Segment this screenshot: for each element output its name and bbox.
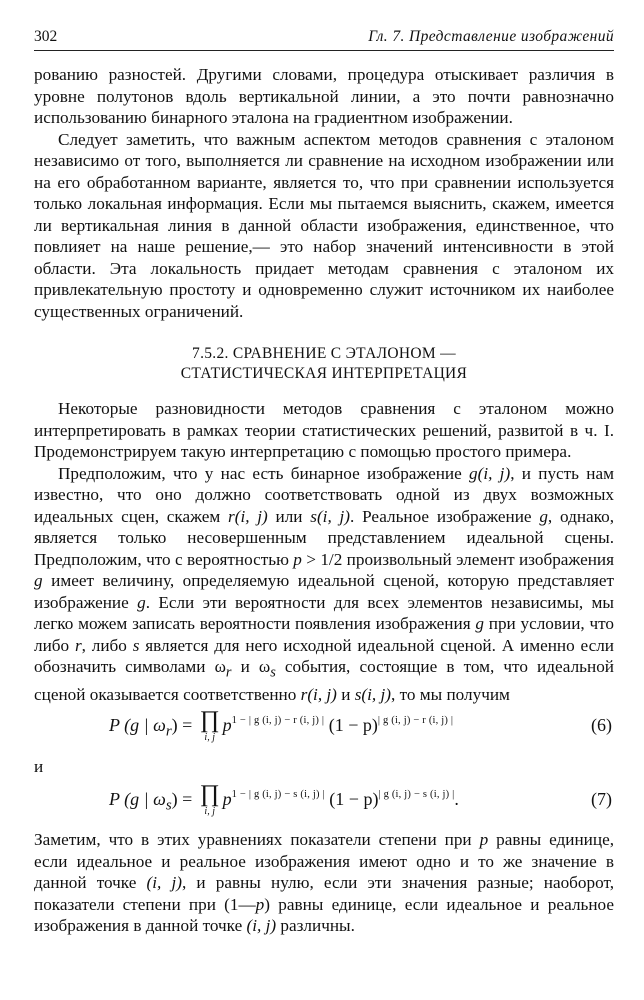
equation-7-body: P (g | $\omega_s$) = ∏ i, j $p^{1 - | g (i, j) - s (i, j) |}$ $(1 - p)^{| g (i, j) - s (i, j) |}$. xyxy=(109,781,459,818)
running-head: Гл. 7. Представление изображений xyxy=(368,28,614,45)
section-heading-line-2: СТАТИСТИЧЕСКАЯ ИНТЕРПРЕТАЦИЯ xyxy=(180,365,468,382)
conjunction: и xyxy=(34,757,44,777)
equation-7 xyxy=(34,779,614,829)
body-text xyxy=(34,64,614,937)
equation-6-body: P (g | $\omega_r$) = ∏ i, j $p^{1 - | g (i, j) - r (i, j) |}$ $(1 - p)^{| g (i, j) - r (i, j) |}$ xyxy=(109,707,454,744)
section-heading-line-1: 7.5.2. СРАВНЕНИЕ С ЭТАЛОНОМ — xyxy=(192,345,456,362)
page-header xyxy=(34,28,614,51)
section-heading xyxy=(34,344,614,384)
product-symbol: ∏ i, j xyxy=(199,781,220,818)
paragraph-4: Предположим, что у нас есть бинарное изображение g(i, j), и пусть нам известно, что оно должно соответствовать одной из двух возможных идеальных сцен, скажем r(i, j) или s(i, j). Реальное изображение g, однако, является только несовершенным представлением идеальной сцены. Предположим, что с вероятностью p > 1/2 произвольный элемент изображения g имеет величину, определяемую идеальной сценой, которую представляет изображение g. Если эти вероятности для всех элементов независимы, мы легко можем записать вероятности появления изображения g при условии, что либо r, либо s является для него исходной идеальной сценой. А именно если обозначить символами $\omega_r$ и $\omega_s$ события, состоящие в том, что идеальной сценой оказывается соответственно r(i, j) и s(i, j), то мы получим xyxy=(34,463,615,704)
product-symbol: ∏ i, j xyxy=(199,707,220,744)
paragraph-5: Заметим, что в этих уравнениях показатели степени при p равны единице, если идеальное и реальное изображения имеют одно и то же значение в данной точке (i, j), и равны нулю, если эти значения разные; наоборот, показатели степени при (1—p) равны единице, если идеальное и реальное изображения в данной точке (i, j) различны. xyxy=(34,830,614,936)
paragraph-1: рованию разностей. Другими словами, процедура отыскивает различия в уровне полутонов вдоль вертикальной линии, а это почти равнозначно использованию бинарного эталона на градиентном изображении. xyxy=(34,65,614,127)
equation-6 xyxy=(34,705,614,755)
paragraph-3: Некоторые разновидности методов сравнения с эталоном можно интерпретировать в рамках теории статистических решений, развитой в ч. I. Продемонстрируем такую интерпретацию с помощью простого примера. xyxy=(34,399,614,461)
page-number: 302 xyxy=(34,28,58,45)
paragraph-2: Следует заметить, что важным аспектом методов сравнения с эталоном независимо от того, выполняется ли сравнение на исходном изображении или на его обработанном варианте, является то, что при сравнении используется только локальная информация. Если мы пытаемся выяснить, скажем, имеется ли вертикальная линия в данной области изображения, единственное, что повлияет на наше решение,— это набор значений интенсивности в этой области. Эта локальность придает методам сравнения с эталоном их привлекательную простоту и одновременно служит источником их наиболее существенных ограничений. xyxy=(34,129,614,321)
equation-number: (6) xyxy=(591,715,612,736)
equation-number: (7) xyxy=(591,789,612,810)
